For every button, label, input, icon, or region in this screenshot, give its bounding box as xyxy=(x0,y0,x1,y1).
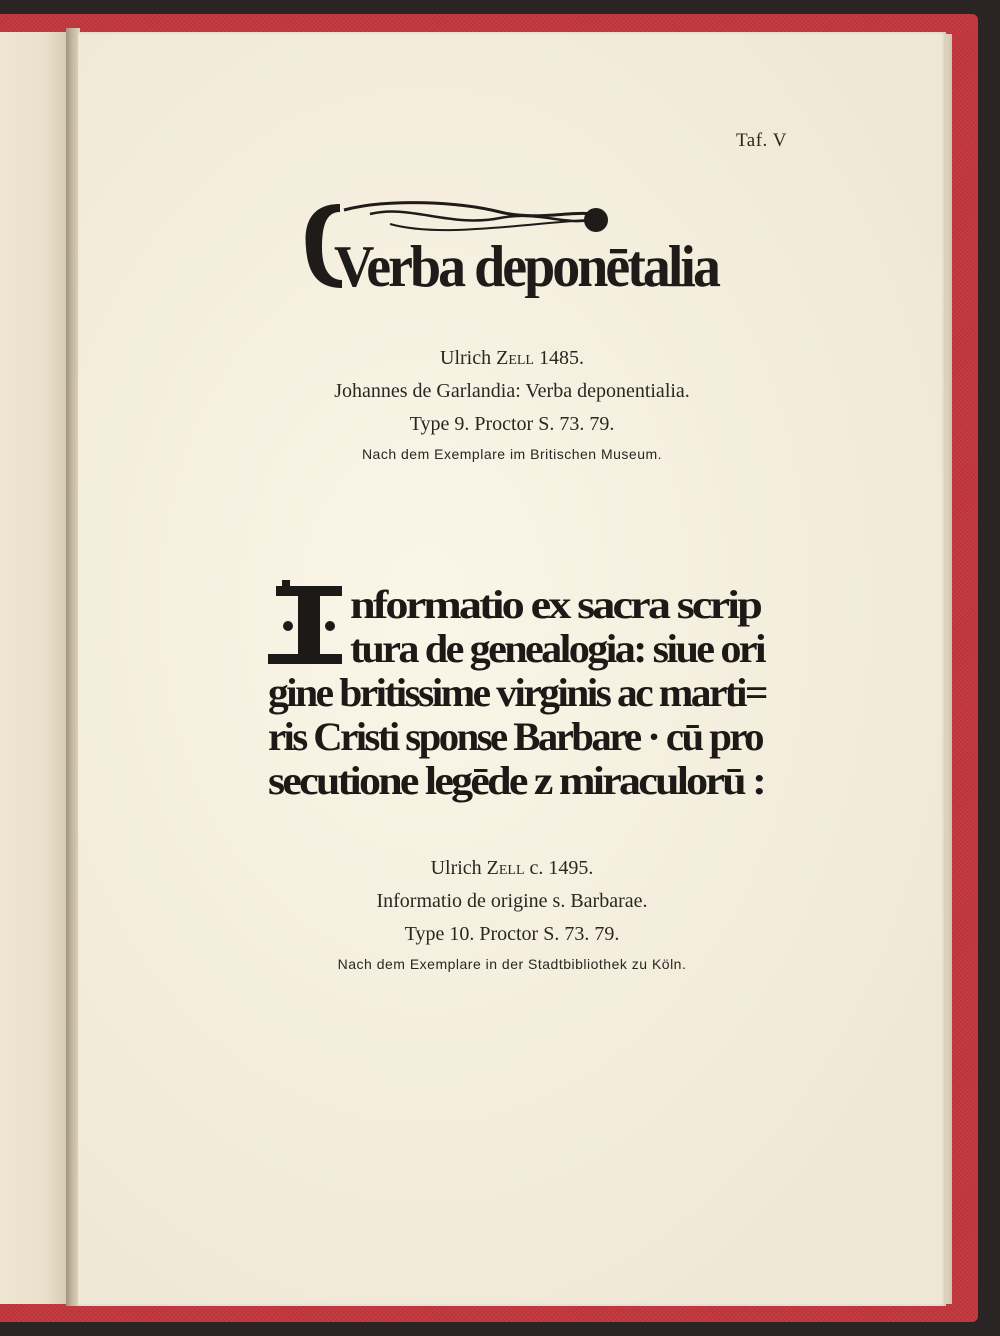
caption-2-printer xyxy=(78,852,946,885)
caption-1-work: Johannes de Garlandia: Verba deponentialia. xyxy=(334,380,690,402)
printer-year: 1485. xyxy=(533,347,584,369)
printer-first-name: Ulrich xyxy=(430,857,487,879)
left-page xyxy=(0,32,66,1304)
caption-1 xyxy=(78,342,946,467)
caption-2-work: Informatio de origine s. Barbarae. xyxy=(376,890,648,912)
printer-surname: Zell xyxy=(496,347,534,369)
svg-text:secutione legēde z miraculorū: secutione legēde z miraculorū : xyxy=(268,758,764,803)
caption-2-source: Nach dem Exemplare in der Stadtbibliothek zu Köln. xyxy=(337,956,687,972)
svg-text:tura de genealogia: siue ori: tura de genealogia: siue ori xyxy=(350,626,767,671)
caption-1-printer xyxy=(78,342,946,375)
caption-1-source: Nach dem Exemplare im Britischen Museum. xyxy=(361,446,663,462)
plate-label: Taf. V xyxy=(736,130,787,151)
caption-1-type: Type 9. Proctor S. 73. 79. xyxy=(409,413,615,435)
specimen-1-text: Verba deponētalia xyxy=(334,234,718,298)
specimen-1-image xyxy=(300,198,740,298)
svg-text:nformatio ex sacra scrip: nformatio ex sacra scrip xyxy=(350,582,762,627)
caption-2 xyxy=(78,852,946,977)
svg-text:ris Cristi sponse Barbare · cū: ris Cristi sponse Barbare · cū pro xyxy=(268,714,764,759)
printer-surname: Zell xyxy=(486,857,525,879)
caption-2-type: Type 10. Proctor S. 73. 79. xyxy=(404,923,620,945)
specimen-2-image xyxy=(262,578,772,808)
printer-first-name: Ulrich xyxy=(440,347,497,369)
printer-year: c. 1495. xyxy=(524,857,594,879)
svg-text:gine britissime virginis ac ma: gine britissime virginis ac marti= xyxy=(268,670,767,715)
